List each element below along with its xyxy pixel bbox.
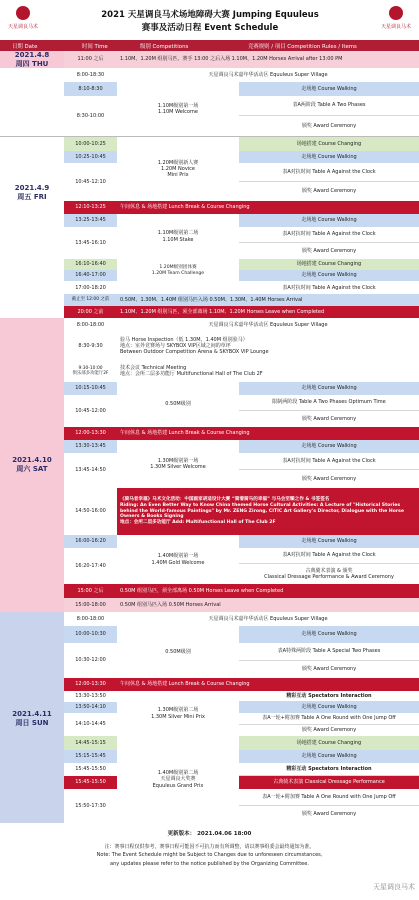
schedule-row [64,68,419,83]
time-cell: 15:00-18:00 [75,601,106,608]
horse-logo-icon [389,6,403,20]
competition-cell: 天星调良马术嘉年华活动区 Equuleus Super Village [208,71,328,78]
competition-cell: 1.10M、1.20M 组别马匹、赛手 13:00 之后入场 1.10M、1.20M Horses Arrival after 13:00 PM [120,56,343,63]
date-cell-d4 [0,612,64,825]
time-cell: 12:00-13:30 [75,430,106,437]
schedule-row [64,294,419,306]
rule-cell: 走场地 Course Walking [239,270,419,281]
rule-cell: 颁奖 Award Ceremony [239,182,419,201]
competition-cell: 0.50M级别 [117,382,239,427]
rule-cell: 颁奖 Award Ceremony [239,661,419,678]
schedule-block [64,736,419,823]
schedule-row [64,427,419,440]
time-cell: 10:00-10:25 [64,137,117,151]
competition-cell: 1.10M级别第二场 1.10M Stake [117,214,239,259]
schedule-row [64,332,419,361]
time-cell: 12:10-13:25 [75,204,106,211]
rule-cell: 颁奖 Award Ceremony [239,470,419,488]
footer-note: 注：赛事日程仅供参考，赛事日程可能因不可抗力而有所调整，请以赛事组委会最终通知为准。 [104,844,315,850]
rule-cell: 场地搭建 Course Changing [239,137,419,151]
schedule-row [64,598,419,612]
time-cell: 17:00-18:20 [64,282,117,294]
schedule-block [64,382,419,427]
col-rules: 竞赛规则 / 项目 Competition Rules / Items [248,44,357,50]
time-cell: 13:50-14:10 [64,702,117,713]
time-cell: 16:00-16:20 [64,535,117,548]
time-cell: 10:45-12:10 [64,163,117,201]
competition-cell: 1.40M级别第一场 1.40M Gold Welcome [117,535,239,584]
rule-cell: 古典骑术表演 & 颁奖 Classical Dressage Performance & Award Ceremony [239,564,419,584]
competition-cell: 《骑马者幸福》马术文化活动：中国画家胡适设计大赛 “骑着骑马的幸福” 与马会至臻之作 & 书签签名 Riding: An Even Better Way to Know China themed Horse Cultural Activities: A Lecture of "Historical Stories behind the World-famous Paintings" by Mr. ZENG Zirong, CITIC Art Gallery's Director, Dialogue with the Horse Owners & Books Signing 地点：会所二层多功能厅 Add: Multifunctional Hall of The Club 2F [117,488,419,535]
schedule-block [64,259,419,282]
rule-cell: 精彩互动 Spectators Interaction [239,763,419,776]
header [0,0,419,40]
rule-cell: 走场地 Course Walking [239,626,419,643]
date-text: 2021.4.8 [14,50,50,59]
footer-note: Note: The Event Schedule might be Subject to Changes due to unforeseen circumstances, [96,852,323,858]
schedule-block [64,691,419,736]
date-text: 2021.4.10 [12,456,52,464]
weekday-text: 周四 THU [15,59,49,68]
rule-cell: 表A一轮+附加赛 Table A One Round with One Jump Off [239,713,419,725]
competition-cell: 天星调良马术嘉年华活动区 Equuleus Super Village [208,321,328,328]
col-time: 时间 Time [82,44,108,50]
competition-cell: 天星调良马术嘉年华活动区 Equuleus Super Village [208,615,328,622]
competition-cell: 技术会议 Technical Meeting 地点：会所二层多功能厅 Multifunctional Hall of The Club 2F [120,364,263,377]
time-cell: 8:30-9:30 [78,342,103,349]
date-cell-d2 [0,68,64,318]
rule-cell: 走场地 Course Walking [239,750,419,763]
competition-cell: 1.10M级别第一场 1.10M Welcome [117,82,239,136]
time-cell: 8:00-18:00 [76,615,105,622]
competition-cell: 0.50M级别 [117,626,239,678]
rule-cell: 场地搭建 Course Changing [239,736,419,750]
schedule-block [64,282,419,294]
schedule-row [64,360,419,383]
time-cell: 15:00 之后 [77,587,104,594]
time-cell: 8:00-18:30 [76,71,105,78]
rule-cell: 表A对抗时间 Table A Against the Clock [239,163,419,182]
release-version: 更新版本： 2021.04.06 18:00 [167,831,252,837]
competition-cell: 午间休息 & 场地搭建 Lunch Break & Course Changing [120,681,250,688]
rule-cell: 走场地 Course Walking [239,82,419,96]
time-cell: 9:30-10:00 俱乐部多功能厅2F [72,365,109,376]
logo-right [379,6,413,36]
schedule-block [64,82,419,136]
time-cell: 14:45-15:15 [64,736,117,750]
schedule-row [64,678,419,691]
time-cell: 12:00-13:30 [75,681,106,688]
page-title: 2021 天星调良马术场地障碍大赛 Jumping Equuleus [101,10,319,20]
col-competition: 级别 Competitions [140,44,189,50]
rule-cell: 走场地 Course Walking [239,702,419,713]
time-cell: 13:30-13:50 [64,691,117,702]
time-cell: 15:50-17:30 [64,789,117,823]
weekday-text: 周六 SAT [16,465,48,473]
schedule-block [64,535,419,584]
competition-cell: 1.20M级别团体赛 1.20M Team Challenge [117,259,239,282]
rule-cell: 颁奖 Award Ceremony [239,806,419,823]
rule-cell: 走场地 Course Walking [239,440,419,453]
schedule-block [64,214,419,259]
date-cell-d3 [0,318,64,612]
time-cell: 10:45-12:00 [64,395,117,427]
rule-cell: 颁奖 Award Ceremony [239,116,419,136]
time-cell: 10:25-10:45 [64,151,117,163]
page-subtitle: 赛事及活动日程 Event Schedule [141,23,279,33]
rule-cell: 表A特殊两阶段 Table A Special Two Phases [239,643,419,661]
rule-cell: 表A对抗时间 Table A Against the Clock [239,548,419,564]
time-cell: 16:40-17:00 [64,270,117,281]
column-header [0,40,419,51]
rule-cell: 颁奖 Award Ceremony [239,243,419,259]
date-text: 2021.4.11 [12,709,52,718]
footer [0,823,419,900]
rule-cell: 颁奖 Award Ceremony [239,411,419,427]
logo-text: 天星调良马术 [7,24,38,30]
rule-cell: 走场地 Course Walking [239,151,419,163]
time-cell: 13:25-13:45 [64,214,117,227]
rule-cell: 古典骑术表演 Classical Dressage Performance [239,776,419,789]
competition-cell: 验马 Horse Inspection（低 1.30M、1.40M 组别验马） 地点：室外竞赛场与 SKYBOX VIP区域之间的草坪 Between Outdoor Competition Arena & SKYBOX VIP Lounge [120,336,269,356]
time-cell: 8:30-10:00 [64,96,117,136]
date-cell-d1 [0,51,64,68]
date-text: 2021.4.9 [14,184,50,192]
schedule-row [64,51,419,68]
competition-cell: 0.50M、1.30M、1.40M 组别马匹入场 0.50M、1.30M、1.40M Horses Arrival [120,296,303,303]
rule-cell: 限制两阶段 Table A Two Phases Optimum Time [239,395,419,411]
time-cell: 13:30-13:45 [64,440,117,453]
time-cell: 16:20-17:40 [64,548,117,584]
rule-cell: 场地搭建 Course Changing [239,259,419,270]
schedule-row [64,201,419,214]
time-cell: 13:45-16:10 [64,227,117,259]
horse-logo-icon [16,6,30,20]
rule-cell: 表A一轮+附加赛 Table A One Round with One Jump Off [239,789,419,806]
rule-cell: 表A两阶段 Table A Two Phases [239,96,419,116]
footer-note: any updates please refer to the notice published by the Organizing Committee. [110,861,309,867]
time-cell: 20:00 之前 [77,308,104,315]
time-cell: 15:45-15:50 [64,763,117,776]
time-cell: 13:45-14:50 [64,453,117,488]
schedule-block [64,137,419,201]
competition-cell: 1.30M级别第二场 1.30M Silver Mini Prix [117,691,239,736]
rule-cell: 精彩互动 Spectators Interaction [239,691,419,702]
schedule-row [64,584,419,598]
competition-cell: 1.30M级别第一场 1.30M Silver Welcome [117,440,239,488]
time-cell: 8:00-18:00 [76,321,105,328]
rule-cell: 走场地 Course Walking [239,214,419,227]
rule-cell: 走场地 Course Walking [239,382,419,395]
schedule-row [64,306,419,318]
time-cell: 15:45-15:50 [64,776,117,789]
competition-cell: 午间休息 & 场地搭建 Lunch Break & Course Changing [120,430,250,437]
rule-cell: 表A对抗时间 Table A Against the Clock [239,453,419,470]
time-cell: 11:00 之后 [77,56,104,63]
col-date: 日期 Date [12,44,38,50]
watermark: 天星调良马术 [373,883,415,891]
competition-cell: 0.50M 组别马匹入场 0.50M Horses Arrival [120,601,221,608]
competition-cell: 0.50M 组别马匹，须全部离场 0.50M Horses Leave when Completed [120,587,284,594]
rule-cell: 走场地 Course Walking [239,535,419,548]
time-cell: 10:30-12:00 [64,643,117,678]
schedule-block [64,440,419,488]
competition-cell: 1.20M级别新人赛 1.20M Novice Mini Prix [117,137,239,201]
time-cell: 14:10-14:45 [64,713,117,736]
weekday-text: 周五 FRI [17,193,47,201]
rule-cell: 表A对抗时间 Table A Against the Clock [239,227,419,243]
rule-cell: 颁奖 Award Ceremony [239,725,419,736]
schedule-row [64,612,419,627]
time-cell: 15:15-15:45 [64,750,117,763]
schedule-block [64,626,419,678]
time-cell: 10:15-10:45 [64,382,117,395]
competition-cell: 1.10M、1.20M 组别马匹，须全部离场 1.10M、1.20M Horses Leave when Completed [120,308,325,315]
time-cell: 16:10-16:40 [64,259,117,270]
competition-cell: 午间休息 & 场地搭建 Lunch Break & Course Changing [120,204,250,211]
logo-left [6,6,40,36]
time-cell: 14:50-16:00 [64,488,117,535]
schedule-row [64,488,419,535]
time-cell: 截止至 12:00 之前 [71,297,110,303]
schedule-row [64,318,419,333]
logo-text: 天星调良马术 [380,24,411,30]
rule-cell: 表A对抗时间 Table A Against the Clock [239,282,419,294]
competition-cell: 1.40M级别第二场 天星调良大奖赛 Equuleus Grand Prix [117,736,239,823]
time-cell: 8:10-8:30 [64,82,117,96]
time-cell: 10:00-10:30 [64,626,117,643]
weekday-text: 周日 SUN [15,718,49,727]
